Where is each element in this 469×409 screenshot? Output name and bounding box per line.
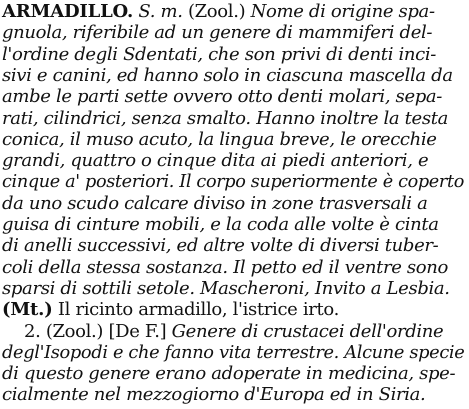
entry-text: grandi, quattro o cinque dita ai piedi anteriori, e xyxy=(2,150,429,172)
entry-text: (Zool.) xyxy=(182,1,246,22)
entry-line xyxy=(2,362,455,385)
entry-text: rati, cilindrici, senza smalto. Hanno inoltre la testa xyxy=(2,107,449,129)
entry-text: sivi e canini, ed hanno solo in ciascuna mascella da xyxy=(2,64,453,86)
entry-text: sparsi di sottili setole. Mascheroni, Invito a Lesbia. xyxy=(2,277,450,299)
entry-line xyxy=(2,341,464,364)
entry-headword: ARMADILLO. xyxy=(2,1,134,22)
entry-text: 2. (Zool.) [De F.] xyxy=(24,320,167,342)
entry-text: di anelli successivi, ed altre volte di diversi tuber- xyxy=(2,235,439,257)
entry-line xyxy=(2,234,438,257)
entry-line xyxy=(2,85,442,108)
entry-text: conica, il muso acuto, la lingua breve, le orecchie xyxy=(2,128,437,150)
entry-text: cinque a' posteriori. Il corpo superiormente è coperto xyxy=(2,171,464,193)
entry-line xyxy=(2,21,432,44)
entry-line xyxy=(2,213,439,236)
entry-text: da uno scudo calcare diviso in zone trasversali a xyxy=(2,192,428,214)
entry-line xyxy=(2,0,435,23)
entry-line xyxy=(2,256,448,279)
entry-line xyxy=(2,298,339,321)
entry-text: S. m. xyxy=(133,1,183,22)
entry-text: coli della stessa sostanza. Il petto ed il ventre sono xyxy=(2,256,449,278)
entry-text: l'ordine degli Sdentati, che son privi di denti inci- xyxy=(2,43,436,65)
entry-text: guisa di cinture mobili, e la coda alle volte è cinta xyxy=(2,214,439,235)
entry-line xyxy=(2,64,453,87)
entry-text: di questo genere erano adoperate in medicina, spe- xyxy=(2,363,456,385)
entry-line xyxy=(2,383,425,406)
entry-line xyxy=(2,128,437,151)
entry-text: Nome di origine spa- xyxy=(245,1,435,22)
entry-text: ambe le parti sette ovvero otto denti molari, sepa- xyxy=(2,86,443,108)
entry-line xyxy=(2,277,450,300)
entry-line xyxy=(2,149,428,172)
entry-text: (Mt.) xyxy=(2,299,53,321)
entry-line xyxy=(2,107,448,130)
entry-text: gnuola, riferibile ad un genere di mammiferi del- xyxy=(2,22,433,44)
entry-text: Genere di crustacei dell'ordine xyxy=(166,320,444,342)
entry-text: cialmente nel mezzogiorno d'Europa ed in Siria. xyxy=(2,384,426,406)
entry-line xyxy=(2,170,464,193)
entry-text: degl'Isopodi e che fanno vita terrestre. Alcune specie xyxy=(2,341,465,363)
entry-line xyxy=(24,320,443,343)
entry-line xyxy=(2,43,436,66)
entry-text: Il ricinto armadillo, l'istrice irto. xyxy=(52,299,339,321)
entry-line xyxy=(2,192,427,215)
